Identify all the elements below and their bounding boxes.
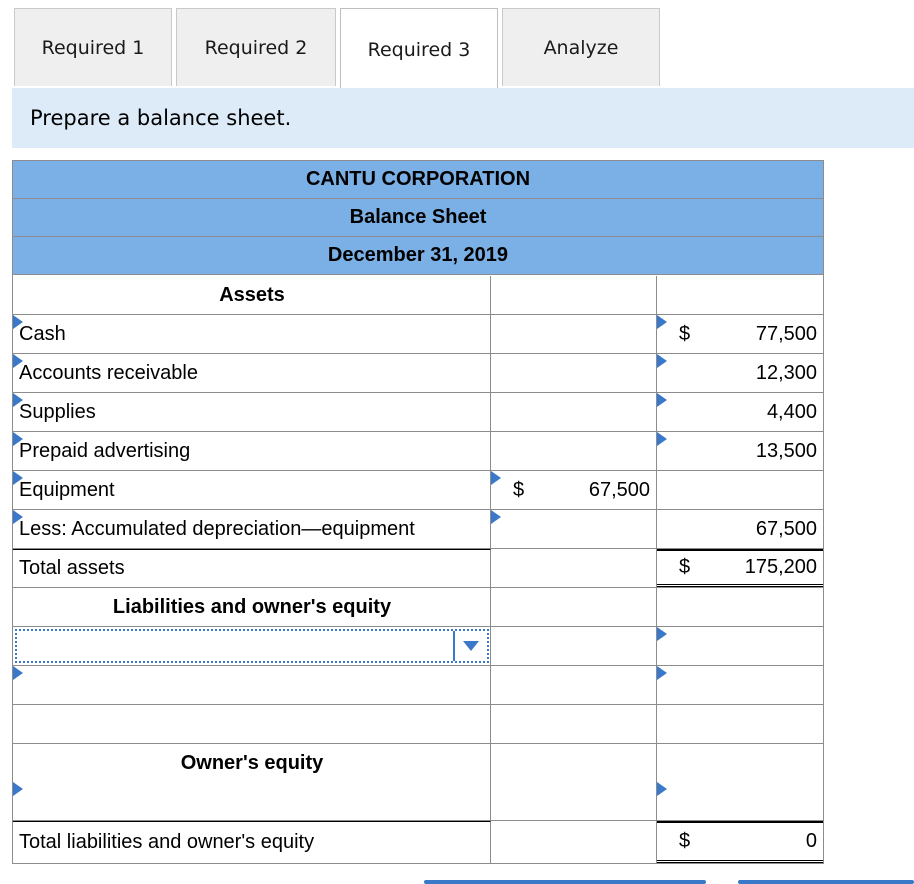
account-label: Prepaid advertising: [19, 439, 191, 462]
amount-cell-right[interactable]: [657, 354, 823, 392]
tab-analyze[interactable]: Analyze: [502, 8, 660, 86]
account-cell: [13, 821, 491, 863]
account-cell[interactable]: [13, 315, 491, 353]
account-cell[interactable]: [13, 782, 491, 820]
prev-button-edge[interactable]: [424, 880, 706, 884]
amount-cell-left: [491, 821, 657, 863]
dollar-sign: $: [679, 556, 691, 578]
amount-cell-left[interactable]: [491, 627, 657, 665]
account-label: Supplies: [19, 400, 96, 423]
account-cell: [13, 549, 491, 587]
dollar-sign: $: [679, 830, 691, 852]
table-row: [13, 393, 823, 432]
amount-cell-right[interactable]: [657, 627, 823, 665]
dropdown-marker-icon: [657, 393, 667, 407]
amount-cell-right[interactable]: [657, 782, 823, 820]
statement-title: Balance Sheet: [13, 199, 823, 237]
amount-cell-left[interactable]: [491, 354, 657, 392]
amount-value: 13,500: [755, 439, 817, 462]
dropdown-marker-icon: [657, 354, 667, 368]
total-liab-equity-value: 0: [805, 830, 817, 852]
tab-required-1[interactable]: Required 1: [14, 8, 172, 86]
account-label: Less: Accumulated depreciation—equipment: [19, 517, 415, 540]
dropdown-marker-icon: [657, 432, 667, 446]
account-cell[interactable]: [13, 393, 491, 431]
statement-date: December 31, 2019: [13, 237, 823, 275]
account-cell[interactable]: [13, 471, 491, 509]
liabilities-heading-row: [13, 588, 823, 627]
dollar-sign: $: [513, 478, 525, 501]
amount-cell-right[interactable]: [657, 549, 823, 587]
amount-cell-left[interactable]: [491, 315, 657, 353]
account-cell[interactable]: [13, 432, 491, 470]
assets-heading: Assets: [219, 283, 285, 306]
amount-cell-right[interactable]: [657, 471, 823, 509]
total-liab-equity-label: Total liabilities and owner's equity: [19, 831, 315, 853]
account-label: Equipment: [19, 478, 115, 501]
total-assets-value: 175,200: [744, 556, 817, 578]
dropdown-marker-icon: [491, 471, 501, 485]
company-name: CANTU CORPORATION: [13, 161, 823, 199]
account-label: Cash: [19, 322, 66, 345]
tab-required-2[interactable]: Required 2: [176, 8, 336, 86]
amount-cell-left[interactable]: [491, 510, 657, 548]
table-row: [12, 782, 824, 821]
dropdown-marker-icon: [657, 627, 667, 641]
dropdown-button[interactable]: [453, 631, 487, 661]
account-dropdown[interactable]: [15, 629, 489, 663]
dropdown-marker-icon: [491, 510, 501, 524]
amount-cell-left[interactable]: [491, 782, 657, 820]
account-cell[interactable]: [13, 666, 491, 704]
table-row: [13, 471, 823, 510]
dropdown-marker-icon: [657, 315, 667, 329]
dropdown-marker-icon: [13, 782, 23, 796]
amount-cell-left[interactable]: [491, 432, 657, 470]
amount-value: 12,300: [755, 361, 817, 384]
balance-sheet: [12, 160, 824, 864]
account-cell[interactable]: [13, 510, 491, 548]
table-row: [13, 315, 823, 354]
amount-value: 67,500: [588, 478, 650, 501]
amount-cell-right[interactable]: [657, 393, 823, 431]
amount-cell-left[interactable]: [491, 393, 657, 431]
total-assets-label: Total assets: [19, 557, 125, 579]
table-row: [13, 705, 823, 744]
amount-cell-right[interactable]: [657, 821, 823, 863]
amount-cell-right[interactable]: [657, 432, 823, 470]
amount-cell-left: [491, 549, 657, 587]
total-liab-equity-row: [12, 821, 824, 864]
amount-cell-right[interactable]: [657, 315, 823, 353]
assets-heading-row: [13, 276, 823, 315]
table-row: [13, 432, 823, 471]
dollar-sign: $: [679, 322, 691, 345]
next-button-edge[interactable]: [738, 880, 914, 884]
amount-value: 4,400: [766, 400, 817, 423]
dropdown-marker-icon: [657, 782, 667, 796]
account-cell[interactable]: [13, 354, 491, 392]
instruction-text: Prepare a balance sheet.: [12, 88, 914, 148]
amount-cell-left[interactable]: [491, 471, 657, 509]
total-assets-row: [13, 549, 823, 588]
dropdown-marker-icon: [13, 666, 23, 680]
amount-cell-right[interactable]: [657, 510, 823, 548]
amount-value: 67,500: [755, 517, 817, 540]
tab-required-3[interactable]: Required 3: [340, 8, 498, 90]
table-row: [13, 510, 823, 549]
account-select[interactable]: [13, 627, 491, 665]
equity-heading: Owner's equity: [180, 751, 324, 774]
liabilities-heading: Liabilities and owner's equity: [112, 595, 392, 618]
equity-heading-row: [13, 744, 823, 783]
table-row: [13, 354, 823, 393]
account-label: Accounts receivable: [19, 361, 198, 384]
dropdown-marker-icon: [657, 666, 667, 680]
table-row: [13, 627, 823, 666]
amount-value: 77,500: [755, 322, 817, 345]
chevron-down-icon: [463, 641, 479, 651]
table-row: [13, 666, 823, 705]
amount-cell-left[interactable]: [491, 666, 657, 704]
amount-cell-right[interactable]: [657, 666, 823, 704]
